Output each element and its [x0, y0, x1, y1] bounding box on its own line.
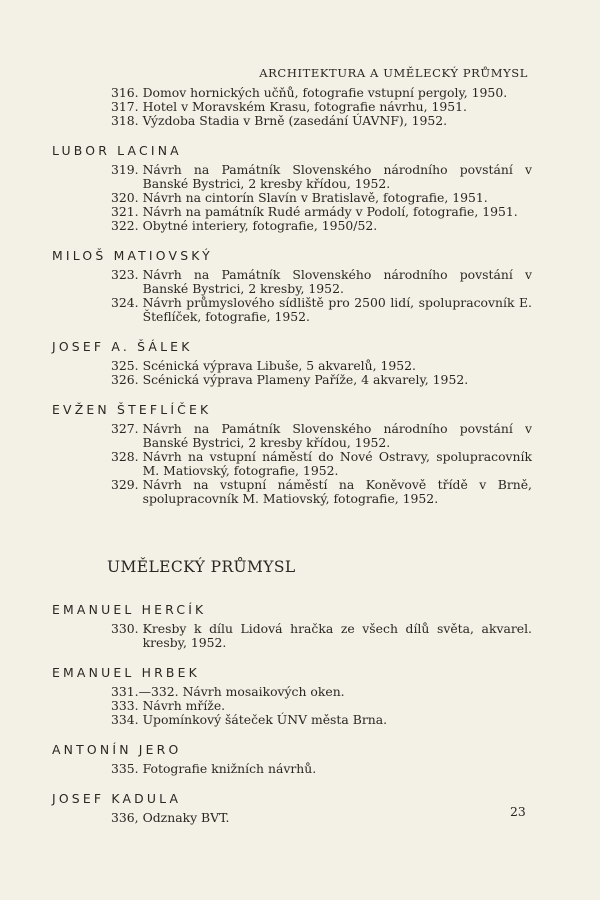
entry-text: Hotel v Moravském Krasu, fotografie návrhu, 1951.	[142, 99, 468, 114]
entry-number: 324.	[111, 295, 139, 310]
entry-number: 323.	[111, 267, 139, 282]
entry-text: Výzdoba Stadia v Brně (zasedání ÚAVNF), 1952.	[142, 113, 448, 128]
catalog-entry	[52, 268, 532, 296]
entry-text: Návrh mříže.	[142, 698, 226, 713]
entry-text: Návrh na Památník Slovenského národního povstání v Banské Bystrici, 2 kresby křídou, 1952.	[142, 162, 532, 191]
entry-number: 319.	[111, 162, 139, 177]
entry-number: 326.	[111, 372, 139, 387]
entry-text: Scénická výprava Plameny Paříže, 4 akvarely, 1952.	[142, 372, 469, 387]
entry-text: Upomínkový šáteček ÚNV města Brna.	[142, 712, 388, 727]
catalog-entry	[52, 699, 532, 713]
entry-text: Odznaky BVT.	[142, 810, 230, 825]
catalog-entry	[52, 205, 532, 219]
entry-number: 322.	[111, 218, 139, 233]
entry-text: Scénická výprava Libuše, 5 akvarelů, 1952.	[142, 358, 416, 373]
catalog-entry	[52, 296, 532, 324]
author-group	[52, 742, 532, 776]
entry-text: Návrh průmyslového sídliště pro 2500 lidí, spolupracovník E. Šteflíček, fotografie, 1952.	[142, 295, 532, 324]
entry-text: Návrh na cintorín Slavín v Bratislavě, fotografie, 1951.	[142, 190, 488, 205]
entry-number: 316.	[111, 85, 139, 100]
entry-number: 334.	[111, 712, 139, 727]
section-title: UMĚLECKÝ PRŮMYSL	[107, 558, 296, 576]
running-head: ARCHITEKTURA A UMĚLECKÝ PRŮMYSL	[259, 66, 528, 80]
entry-number: 333.	[111, 698, 139, 713]
entry-text: Návrh na vstupní náměstí na Koněvově třídě v Brně, spolupracovník M. Matiovský, fotografie, 1952.	[142, 477, 532, 506]
author-name: JOSEF KADULA	[52, 791, 182, 806]
catalog-entry	[52, 762, 532, 776]
author-group	[52, 791, 532, 825]
entry-text: Návrh na památník Rudé armády v Podolí, fotografie, 1951.	[142, 204, 518, 219]
author-name: MILOŠ MATIOVSKÝ	[52, 248, 213, 263]
page-number: 23	[510, 804, 526, 819]
author-name: EMANUEL HERCÍK	[52, 602, 207, 617]
entry-text: Návrh mosaikových oken.	[182, 684, 345, 699]
entry-number: 318.	[111, 113, 139, 128]
author-name: EVŽEN ŠTEFLÍČEK	[52, 402, 212, 417]
entry-number: 321.	[111, 204, 139, 219]
entry-text: Návrh na vstupní náměstí do Nové Ostravy, spolupracovník M. Matiovský, fotografie, 1952.	[142, 449, 532, 478]
author-group	[52, 248, 532, 324]
author-group	[52, 339, 532, 387]
author-group	[52, 86, 532, 128]
entry-text: Návrh na Památník Slovenského národního povstání v Banské Bystrici, 2 kresby křídou, 1952.	[142, 421, 532, 450]
entry-number: 320.	[111, 190, 139, 205]
catalog-entry	[52, 713, 532, 727]
catalog-entry	[52, 86, 532, 100]
catalog-entry	[52, 191, 532, 205]
entry-text: Návrh na Památník Slovenského národního povstání v Banské Bystrici, 2 kresby, 1952.	[142, 267, 532, 296]
author-name: ANTONÍN JERO	[52, 742, 182, 757]
author-name: JOSEF A. ŠÁLEK	[52, 339, 193, 354]
entry-number: 336,	[111, 810, 139, 825]
entry-number: 330.	[111, 621, 139, 636]
catalog-entry	[52, 811, 532, 825]
catalog-entry	[52, 622, 532, 650]
catalog-entry	[52, 359, 532, 373]
entry-number: 317.	[111, 99, 139, 114]
entry-number: 328.	[111, 449, 139, 464]
entry-text: Obytné interiery, fotografie, 1950/52.	[142, 218, 378, 233]
catalog-entry	[52, 100, 532, 114]
entry-number: 329.	[111, 477, 139, 492]
catalog-entry	[52, 219, 532, 233]
author-group	[52, 602, 532, 650]
entry-number: 335.	[111, 761, 139, 776]
entry-text: Fotografie knižních návrhů.	[142, 761, 317, 776]
author-group	[52, 143, 532, 233]
author-group	[52, 665, 532, 727]
catalog-content	[52, 86, 532, 825]
entry-text: Domov hornických učňů, fotografie vstupní pergoly, 1950.	[142, 85, 508, 100]
author-name: EMANUEL HRBEK	[52, 665, 200, 680]
entry-text: Kresby k dílu Lidová hračka ze všech dílů světa, akvarel. kresby, 1952.	[142, 621, 532, 650]
entry-number: 327.	[111, 421, 139, 436]
catalog-entry	[52, 450, 532, 478]
entry-number: 325.	[111, 358, 139, 373]
catalog-entry	[52, 422, 532, 450]
catalog-entry	[52, 114, 532, 128]
entry-number: 331.—332.	[111, 684, 179, 699]
catalog-entry	[52, 163, 532, 191]
catalog-entry	[52, 478, 532, 506]
catalog-entry	[52, 685, 532, 699]
architecture-section	[52, 86, 532, 506]
catalog-entry	[52, 373, 532, 387]
applied-arts-section	[52, 602, 532, 825]
author-name: LUBOR LACINA	[52, 143, 182, 158]
author-group	[52, 402, 532, 506]
